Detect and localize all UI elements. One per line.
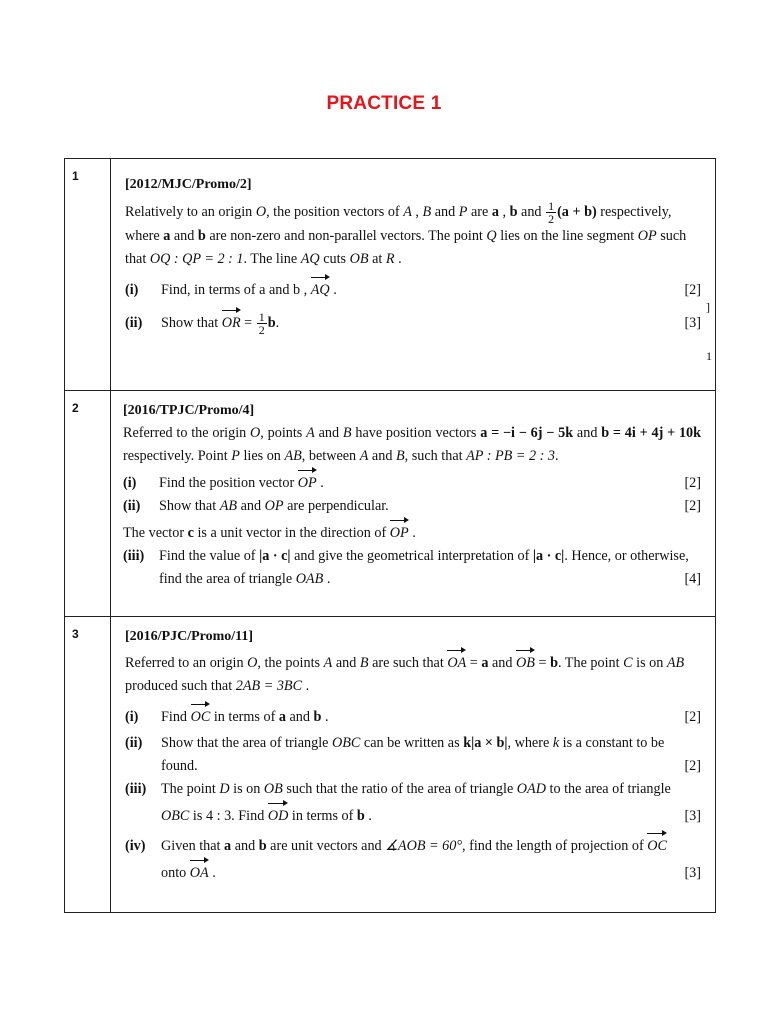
stray-digit: 1 [706, 349, 712, 363]
question-intro: Relatively to an origin O, the position vectors of A , B and P are a , b and $\frac{1}{2}$ (a + b) respectively, where a and b are non-zero and non-parallel vectors. The point Q lies on the line segment OP such that OQ : QP = 2 : 1. The line AQ cuts OB at R . [125, 199, 687, 267]
question-part-i: (i) Find OC in terms of a and b . [2] [125, 702, 701, 729]
question-row-3 [65, 617, 716, 913]
questions-table [64, 158, 716, 913]
question-part-ii: (ii) Show that the area of triangle OBC can be written as k|a × b|, where k is a constant to be [125, 735, 665, 751]
question-number: 3 [65, 617, 111, 913]
question-part-iii-cont: find the area of triangle OAB . [4] [123, 568, 701, 591]
question-part-iii-cont: OBC is 4 : 3. Find OD in terms of b . [3] [125, 801, 701, 828]
mark: [2] [684, 498, 701, 514]
question-body [111, 159, 716, 391]
question-source: [2012/MJC/Promo/2] [125, 177, 252, 192]
mark: [4] [684, 571, 701, 587]
question-part-iv: (iv) Given that a and b are unit vectors and ∡AOB = 60°, find the length of projection of OC [125, 831, 701, 858]
question-source: [2016/TPJC/Promo/4] [123, 403, 255, 418]
mark: [3] [684, 865, 701, 881]
question-number: 1 [65, 159, 111, 391]
question-part-ii: (ii) Show that AB and OP are perpendicular. [2] [123, 495, 701, 518]
mark: [2] [684, 282, 701, 298]
question-part-iv-cont: onto OA . [3] [125, 858, 701, 885]
question-statement: The vector c is a unit vector in the direction of OP . [123, 518, 701, 545]
question-row-1 [65, 159, 716, 391]
question-body [111, 391, 716, 617]
stray-bracket: ] [706, 300, 710, 314]
question-part-i: (i) Find the position vector OP . [2] [123, 468, 701, 495]
question-part-i: (i) Find, in terms of a and b , AQ . [2] [125, 275, 701, 302]
mark: [3] [684, 808, 701, 824]
question-number: 2 [65, 391, 111, 617]
mark: [2] [684, 758, 701, 774]
question-part-iii: (iii) Find the value of |a · c| and give the geometrical interpretation of |a · c|. Hence, or otherwise, [123, 548, 689, 564]
question-row-2 [65, 391, 716, 617]
question-source: [2016/PJC/Promo/11] [125, 629, 254, 644]
question-part-ii: (ii) Show that OR = $\frac{1}{2}$ b. [3] [125, 308, 701, 336]
question-intro: Referred to an origin O, the points A and B are such that OA = a and OB = b. The point C is on AB produced such that 2AB = 3BC . [125, 648, 701, 698]
question-intro: Referred to the origin O, points A and B have position vectors a = −i − 6j − 5k and b = 4i + 4j + 10k respectively. Point P lies on AB, between A and B, such that AP : PB = 2 : 3. [123, 425, 702, 464]
mark: [3] [684, 315, 701, 331]
mark: [2] [684, 475, 701, 491]
mark: [2] [684, 709, 701, 725]
question-part-iii: (iii) The point D is on OB such that the ratio of the area of triangle OAD to the area of triangle [125, 781, 671, 797]
question-body [111, 617, 716, 913]
page-title: PRACTICE 1 [326, 93, 442, 114]
question-part-ii-cont: found. [2] [125, 755, 701, 778]
